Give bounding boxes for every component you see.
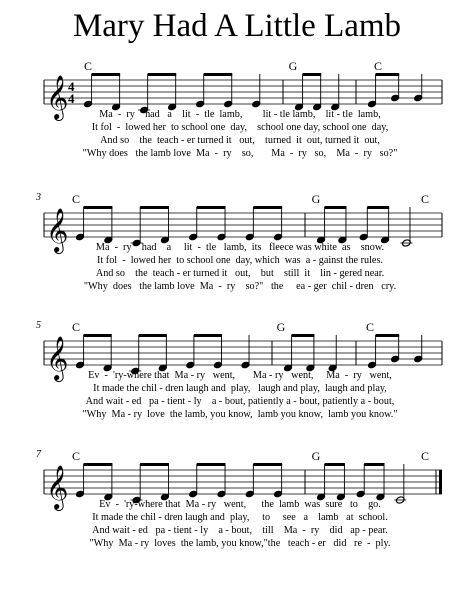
- note-beam: [92, 73, 121, 76]
- note-beam: [367, 206, 389, 209]
- time-signature: 4: [68, 91, 75, 106]
- note-beam: [364, 463, 384, 466]
- lyric-verse-1: Ma - ry had a lit - tle lamb, lit - tle lamb, lit - tle lamb,: [99, 109, 381, 120]
- chord-symbol: G: [288, 59, 298, 73]
- note-beam: [140, 463, 169, 466]
- chord-symbol: C: [71, 320, 81, 334]
- music-system-3: [0, 313, 474, 463]
- note-beam: [376, 334, 400, 337]
- lyric-verse-1: Ev - 'ry-where that Ma - ry went, Ma - ry went, Ma - ry went,: [88, 370, 392, 381]
- note-beam: [253, 463, 282, 466]
- chord-symbol: C: [373, 59, 383, 73]
- lyric-verse-2: It made the chil - dren laugh and play, to see a lamb at school.: [92, 512, 388, 523]
- lyric-verse-4: "Why does the lamb love Ma - ry so, Ma - ry so, Ma - ry so?": [82, 148, 398, 159]
- note-beam: [204, 73, 233, 76]
- lyric-verse-3: And so the teach - er turned it out, but still it lin - gered near.: [95, 268, 385, 279]
- lyric-verse-3: And wait - ed pa - tient - ly a - bout, till Ma - ry did ap - pear.: [92, 525, 388, 536]
- lyric-verse-4: "Why Ma - ry love the lamb, you know, lamb you know, lamb you know.": [82, 409, 398, 420]
- lyric-verse-2: It fol - lowed her to school one day, which was a - gainst the rules.: [97, 255, 383, 266]
- note-beam: [148, 73, 177, 76]
- chord-symbol: C: [365, 320, 375, 334]
- lyric-verse-2: It made the chil - dren laugh and play, laugh and play, laugh and play,: [93, 383, 387, 394]
- music-system-1: [0, 52, 474, 202]
- lyric-verse-3: And wait - ed pa - tient - ly a - bout, patiently a - bout, patiently a - bout,: [85, 396, 395, 407]
- chord-symbol: C: [71, 449, 81, 463]
- final-barline: [439, 470, 442, 494]
- measure-number: 7: [36, 449, 41, 460]
- note-beam: [325, 463, 345, 466]
- note-beam: [303, 73, 322, 76]
- time-signature: 4: [68, 79, 75, 94]
- note-beam: [253, 206, 282, 209]
- note-beam: [84, 206, 113, 209]
- lyric-verse-4: "Why does the lamb love Ma - ry so?" the ea - ger chil - dren cry.: [83, 281, 397, 292]
- chord-symbol: C: [420, 449, 430, 463]
- chord-symbol: G: [276, 320, 286, 334]
- lyric-verse-1: Ma - ry had a lit - tle lamb, its fleece was white as snow.: [95, 242, 385, 253]
- treble-clef-icon: 𝄞: [46, 75, 69, 119]
- note-beam: [376, 73, 400, 76]
- lyric-verse-4: "Why Ma - ry loves the lamb, you know,"the teach - er did re - ply.: [89, 538, 391, 549]
- note-beam: [292, 334, 315, 337]
- song-title: Mary Had A Little Lamb: [72, 8, 402, 44]
- chord-symbol: C: [71, 192, 81, 206]
- note-beam: [194, 334, 222, 337]
- music-system-4: [0, 442, 474, 592]
- note-beam: [139, 334, 167, 337]
- treble-clef-icon: 𝄞: [46, 465, 69, 509]
- lyric-verse-3: And so the teach - er turned it out, turned it out, turned it out,: [100, 135, 380, 146]
- chord-symbol: G: [311, 449, 321, 463]
- note-beam: [197, 206, 226, 209]
- note-beam: [84, 463, 113, 466]
- lyric-verse-2: It fol - lowed her to school one day, school one day, school one day,: [91, 122, 389, 133]
- treble-clef-icon: 𝄞: [46, 336, 69, 380]
- treble-clef-icon: 𝄞: [46, 208, 69, 252]
- chord-symbol: G: [311, 192, 321, 206]
- measure-number: 5: [36, 320, 41, 331]
- note-beam: [84, 334, 112, 337]
- chord-symbol: C: [83, 59, 93, 73]
- note-beam: [325, 206, 347, 209]
- measure-number: 3: [36, 192, 41, 203]
- chord-symbol: C: [420, 192, 430, 206]
- lyric-verse-1: Ev - 'ry-where that Ma - ry went, the lamb was sure to go.: [99, 499, 381, 510]
- note-beam: [197, 463, 226, 466]
- note-beam: [140, 206, 169, 209]
